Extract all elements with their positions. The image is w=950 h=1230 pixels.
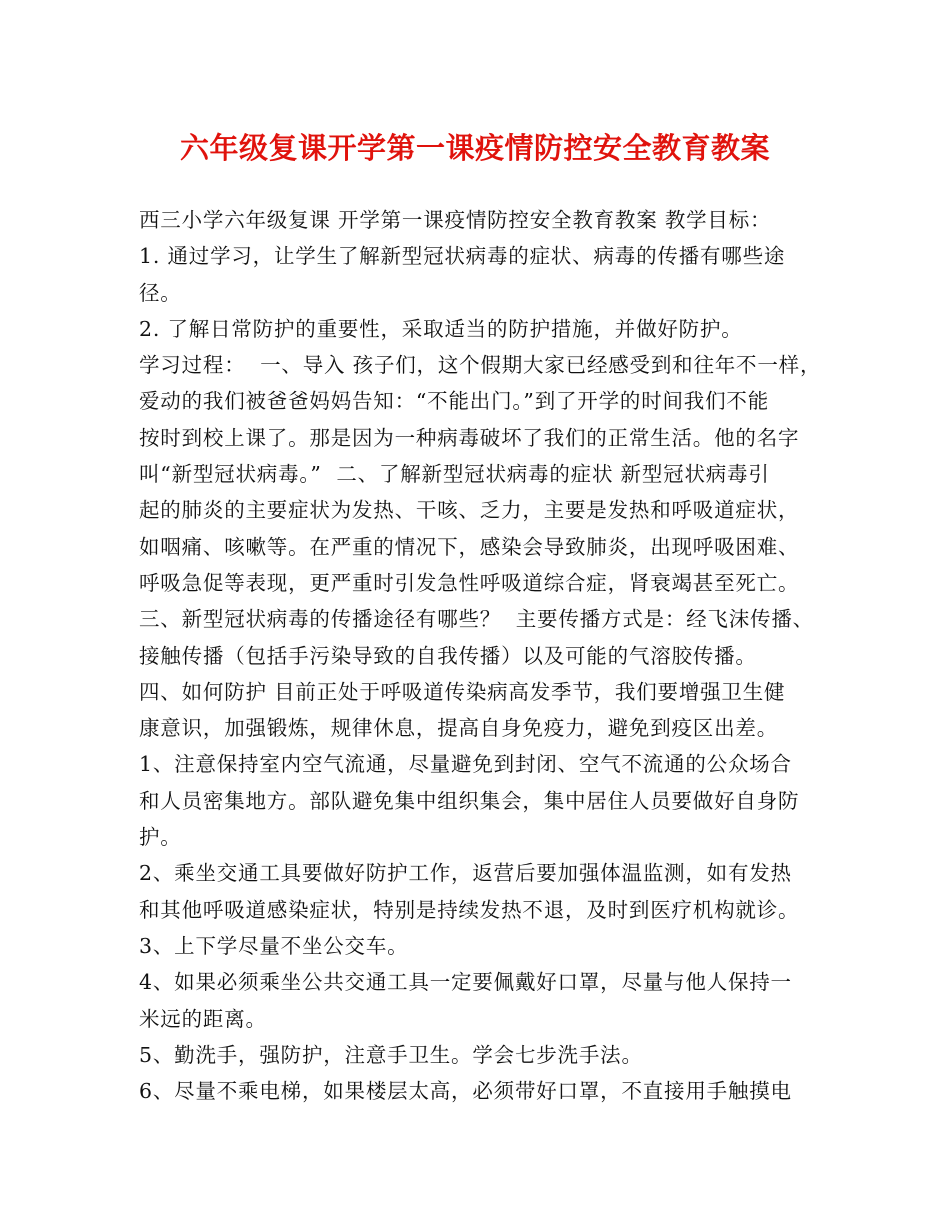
text-line: 学习过程： 一、导入 孩子们，这个假期大家已经感受到和往年不一样，	[139, 353, 822, 378]
document-title: 六年级复课开学第一课疫情防控安全教育教案	[179, 131, 770, 165]
text-line: 1. 通过学习，让学生了解新型冠状病毒的症状、病毒的传播有哪些途	[139, 244, 786, 269]
text-line: 2、乘坐交通工具要做好防护工作，返营后要加强体温监测，如有发热	[139, 861, 792, 886]
text-line: 三、新型冠状病毒的传播途径有哪些？ 主要传播方式是：经飞沫传播、	[139, 607, 814, 632]
text-line: 西三小学六年级复课 开学第一课疫情防控安全教育教案 教学目标：	[139, 208, 772, 232]
document-body	[139, 202, 829, 1109]
text-line: 爱动的我们被爸爸妈妈告知：“不能出门。”到了开学的时间我们不能	[139, 389, 770, 414]
text-line: 2. 了解日常防护的重要性，采取适当的防护措施，并做好防护。	[139, 316, 743, 341]
text-line: 径。	[139, 280, 182, 305]
text-line: 护。	[139, 825, 182, 850]
text-line: 和其他呼吸道感染症状，特别是持续发热不退，及时到医疗机构就诊。	[139, 897, 800, 922]
text-line: 1、注意保持室内空气流通，尽量避免到封闭、空气不流通的公众场合	[139, 752, 792, 777]
text-line: 5、勤洗手，强防护，注意手卫生。学会七步洗手法。	[139, 1042, 643, 1067]
text-line: 3、上下学尽量不坐公交车。	[139, 933, 409, 958]
text-line: 米远的距离。	[139, 1006, 267, 1031]
text-line: 康意识，加强锻炼，规律休息，提高自身免疫力，避免到疫区出差。	[139, 716, 778, 741]
text-line: 接触传播（包括手污染导致的自我传播）以及可能的气溶胶传播。	[139, 643, 757, 668]
text-line: 6、尽量不乘电梯，如果楼层太高，必须带好口罩，不直接用手触摸电	[139, 1079, 792, 1104]
text-line: 4、如果必须乘坐公共交通工具一定要佩戴好口罩，尽量与他人保持一	[139, 970, 792, 995]
text-line: 按时到校上课了。那是因为一种病毒破坏了我们的正常生活。他的名字	[139, 425, 800, 450]
text-line: 起的肺炎的主要症状为发热、干咳、乏力，主要是发热和呼吸道症状，	[139, 498, 800, 523]
text-line: 和人员密集地方。部队避免集中组织集会，集中居住人员要做好自身防	[139, 788, 800, 813]
text-line: 呼吸急促等表现，更严重时引发急性呼吸道综合症，肾衰竭甚至死亡。	[139, 570, 800, 595]
text-line: 叫“新型冠状病毒。” 二、了解新型冠状病毒的症状 新型冠状病毒引	[139, 462, 770, 487]
text-line: 如咽痛、咳嗽等。在严重的情况下，感染会导致肺炎，出现呼吸困难、	[139, 534, 800, 559]
text-line: 四、如何防护 目前正处于呼吸道传染病高发季节，我们要增强卫生健	[139, 679, 786, 704]
